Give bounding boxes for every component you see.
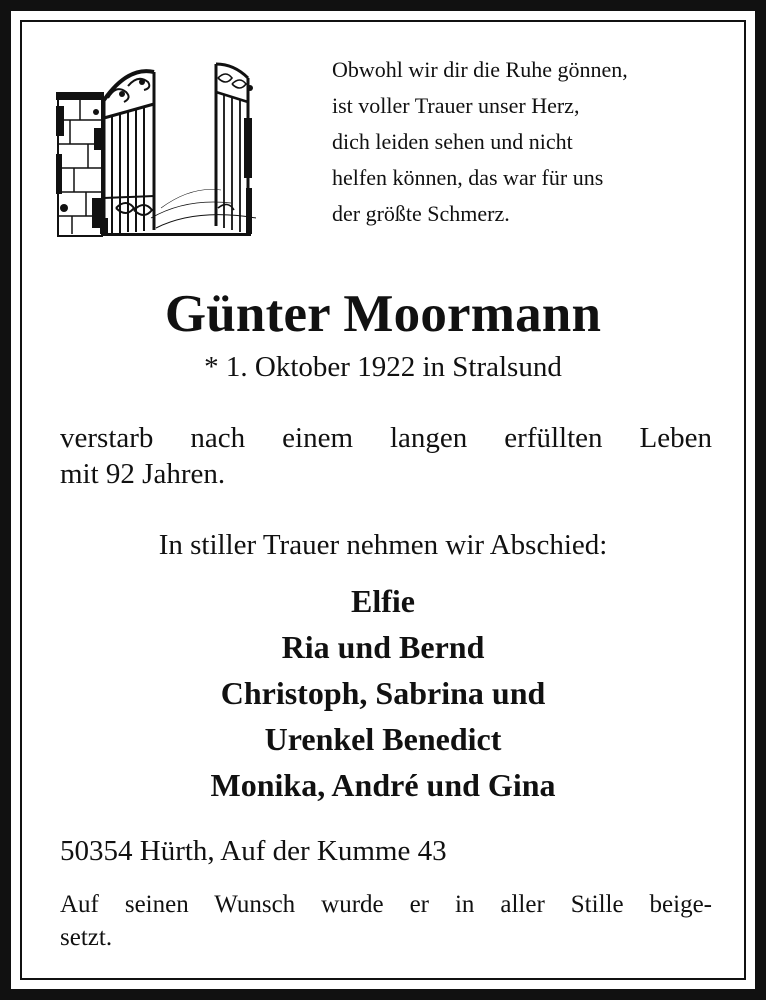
passing-line: verstarb nach einem langen erfüllten Leben bbox=[60, 422, 712, 454]
memorial-poem bbox=[332, 52, 732, 232]
mourner-entry: Christoph, Sabrina und bbox=[220, 675, 546, 711]
farewell-statement: In stiller Trauer nehmen wir Abschied: bbox=[158, 529, 608, 561]
mourner-entry: Monika, André und Gina bbox=[210, 767, 556, 803]
mourner-entry: Ria und Bernd bbox=[281, 629, 485, 665]
poem-line: dich leiden sehen und nicht bbox=[332, 129, 573, 154]
poem-line: ist voller Trauer unser Herz, bbox=[332, 93, 580, 118]
passing-statement bbox=[60, 420, 712, 492]
passing-line: mit 92 Jahren. bbox=[60, 458, 226, 490]
open-garden-gate-icon bbox=[56, 58, 256, 238]
deceased-name: Günter Moormann bbox=[164, 285, 602, 343]
mourners-list bbox=[0, 578, 766, 808]
note-line: setzt. bbox=[60, 924, 113, 951]
poem-line: Obwohl wir dir die Ruhe gönnen, bbox=[332, 57, 628, 82]
mourner-entry: Elfie bbox=[351, 583, 415, 619]
poem-line: helfen können, das war für uns bbox=[332, 165, 604, 190]
family-address: 50354 Hürth, Auf der Kumme 43 bbox=[60, 835, 447, 867]
poem-line: der größte Schmerz. bbox=[332, 201, 510, 226]
note-line: Auf seinen Wunsch wurde er in aller Stille beige- bbox=[60, 891, 712, 918]
burial-note bbox=[60, 888, 712, 954]
birth-info: * 1. Oktober 1922 in Stralsund bbox=[204, 351, 562, 383]
mourner-entry: Urenkel Benedict bbox=[264, 721, 502, 757]
